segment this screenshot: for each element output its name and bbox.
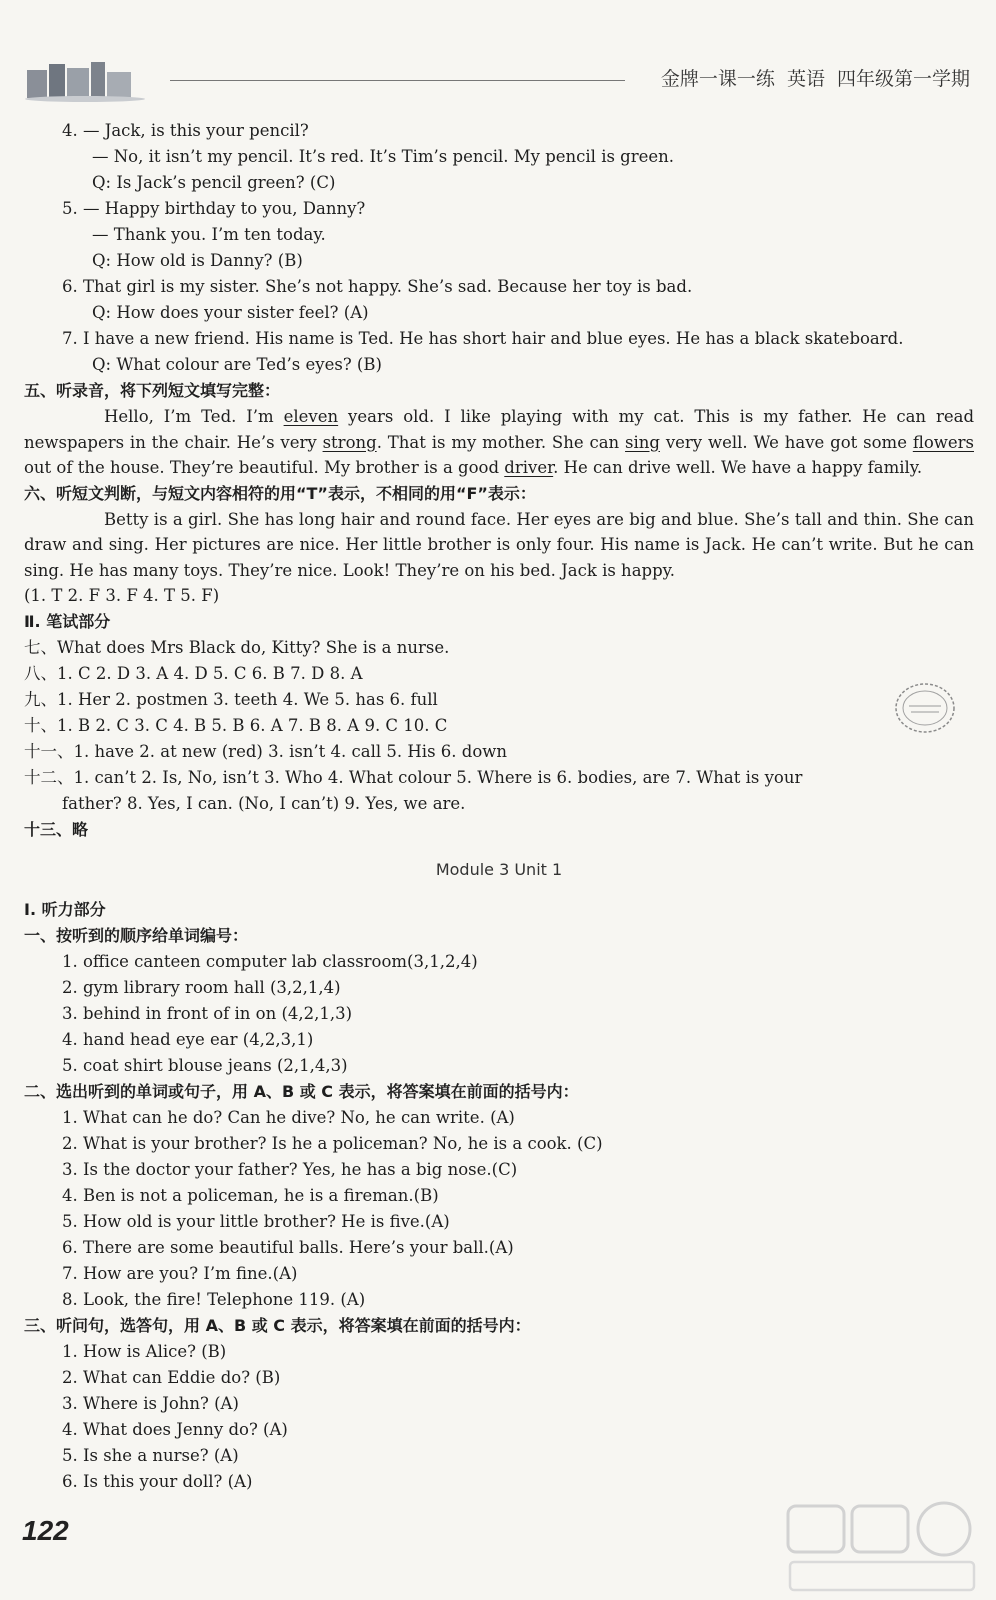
section-13-answer: 十三、略 <box>24 820 89 839</box>
module-title: Module 3 Unit 1 <box>435 860 563 879</box>
list-item: 1. office canteen computer lab classroom(3,1,2,4) <box>62 952 478 971</box>
q5-answer-line: — Thank you. I’m ten today. <box>92 225 326 244</box>
passage-text: years old. I like playing with my cat. This is my father. He can read newspapers in the chair. He’s very <box>24 407 975 452</box>
section-8-answers: 八、1. C 2. D 3. A 4. D 5. C 6. B 7. D 8. A <box>24 664 363 683</box>
section-5-heading: 五、听录音，将下列短文填写完整： <box>24 381 281 400</box>
list-item: 4. hand head eye ear (4,2,3,1) <box>62 1030 314 1049</box>
section-11-answers: 十一、1. have 2. at new (red) 3. isn’t 4. call 5. His 6. down <box>24 742 508 761</box>
list-item: 2. What is your brother? Is he a policeman? No, he is a cook. (C) <box>62 1134 603 1153</box>
passage-text: . He can drive well. We have a happy family. <box>553 458 923 477</box>
list-item: 4. Ben is not a policeman, he is a fireman.(B) <box>62 1186 439 1205</box>
passage-text: Hello, I’m Ted. I’m <box>104 407 284 426</box>
section-6-passage: Betty is a girl. She has long hair and round face. Her eyes are big and blue. She’s tall and thin. She can draw and sing. Her pictures are nice. Her little brother is only four. His name is Jack. He can’t write. But he can sing. He has many toys. They’re nice. Look! They’re on his bed. Jack is happy. <box>24 509 974 580</box>
list-item: 6. Is this your doll? (A) <box>62 1472 253 1491</box>
section-6-answers: (1. T 2. F 3. F 4. T 5. F) <box>24 586 220 605</box>
section-7-answer: 七、What does Mrs Black do, Kitty? She is a nurse. <box>24 638 450 657</box>
list-item: 1. How is Alice? (B) <box>62 1342 227 1361</box>
written-part-heading: Ⅱ. 笔试部分 <box>24 612 111 631</box>
seal-stamp-icon <box>893 680 957 736</box>
section-9-answers: 九、1. Her 2. postmen 3. teeth 4. We 5. has 6. full <box>24 690 438 709</box>
list-item: 4. What does Jenny do? (A) <box>62 1420 288 1439</box>
list-item: 5. How old is your little brother? He is five.(A) <box>62 1212 450 1231</box>
blank-answer-4: flowers <box>912 432 974 452</box>
q6-question-line: Q: How does your sister feel? (A) <box>92 303 369 322</box>
section-10-answers: 十、1. B 2. C 3. C 4. B 5. B 6. A 7. B 8. A 9. C 10. C <box>24 716 448 735</box>
q6-line: 6. That girl is my sister. She’s not happy. She’s sad. Because her toy is bad. <box>62 277 693 296</box>
list-item: 1. What can he do? Can he dive? No, he can write. (A) <box>62 1108 515 1127</box>
passage-text: . That is my mother. She can <box>376 432 626 452</box>
list-item: 7. How are you? I’m fine.(A) <box>62 1264 298 1283</box>
q4-answer-line: — No, it isn’t my pencil. It’s red. It’s Tim’s pencil. My pencil is green. <box>92 147 675 166</box>
books-icon <box>25 58 150 103</box>
passage-text: out of the house. They’re beautiful. My brother is a good <box>24 458 505 477</box>
blank-answer-3: sing <box>625 432 660 452</box>
section-5-passage <box>24 404 974 481</box>
blank-answer-5: driver <box>504 458 554 477</box>
list-item: 2. gym library room hall (3,2,1,4) <box>62 978 341 997</box>
list-item: 3. Is the doctor your father? Yes, he has a big nose.(C) <box>62 1160 518 1179</box>
header-title: 金牌一课一练 英语 四年级第一学期 <box>660 68 970 90</box>
q4-question-line: Q: Is Jack’s pencil green? (C) <box>92 173 336 192</box>
listening-part-heading: Ⅰ. 听力部分 <box>24 900 106 919</box>
section-6-heading: 六、听短文判断，与短文内容相符的用“T”表示，不相同的用“F”表示： <box>24 483 536 503</box>
list-item: 5. Is she a nurse? (A) <box>62 1446 239 1465</box>
list-item: 3. Where is John? (A) <box>62 1394 239 1413</box>
list-item: 8. Look, the fire! Telephone 119. (A) <box>62 1290 366 1309</box>
section-12-answers-cont: father? 8. Yes, I can. (No, I can’t) 9. Yes, we are. <box>62 794 466 813</box>
list-item: 2. What can Eddie do? (B) <box>62 1368 281 1387</box>
listening-section-3-heading: 三、听问句，选答句，用 A、B 或 C 表示，将答案填在前面的括号内： <box>24 1316 531 1335</box>
answer-content <box>24 118 974 1495</box>
listening-section-2-heading: 二、选出听到的单词或句子，用 A、B 或 C 表示，将答案填在前面的括号内： <box>24 1082 579 1101</box>
q7-question-line: Q: What colour are Ted’s eyes? (B) <box>92 355 382 374</box>
blank-answer-2: strong <box>322 432 377 452</box>
q5-line: 5. — Happy birthday to you, Danny? <box>62 199 366 218</box>
list-item: 3. behind in front of in on (4,2,1,3) <box>62 1004 353 1023</box>
list-item: 6. There are some beautiful balls. Here’s your ball.(A) <box>62 1238 514 1257</box>
header-rule <box>170 80 625 81</box>
page-header <box>20 50 980 110</box>
listening-section-1-heading: 一、按听到的顺序给单词编号： <box>24 926 249 945</box>
site-watermark-icon <box>784 1500 980 1595</box>
q5-question-line: Q: How old is Danny? (B) <box>92 251 303 270</box>
section-12-answers: 十二、1. can’t 2. Is, No, isn’t 3. Who 4. What colour 5. Where is 6. bodies, are 7. What is your <box>24 768 803 787</box>
q7-line: 7. I have a new friend. His name is Ted. He has short hair and blue eyes. He has a black skateboard. <box>62 329 904 348</box>
page-number: 122 <box>22 1515 69 1546</box>
passage-text: very well. We have got some <box>659 432 913 452</box>
blank-answer-1: eleven <box>283 407 339 426</box>
list-item: 5. coat shirt blouse jeans (2,1,4,3) <box>62 1056 348 1075</box>
q4-line: 4. — Jack, is this your pencil? <box>62 121 309 140</box>
